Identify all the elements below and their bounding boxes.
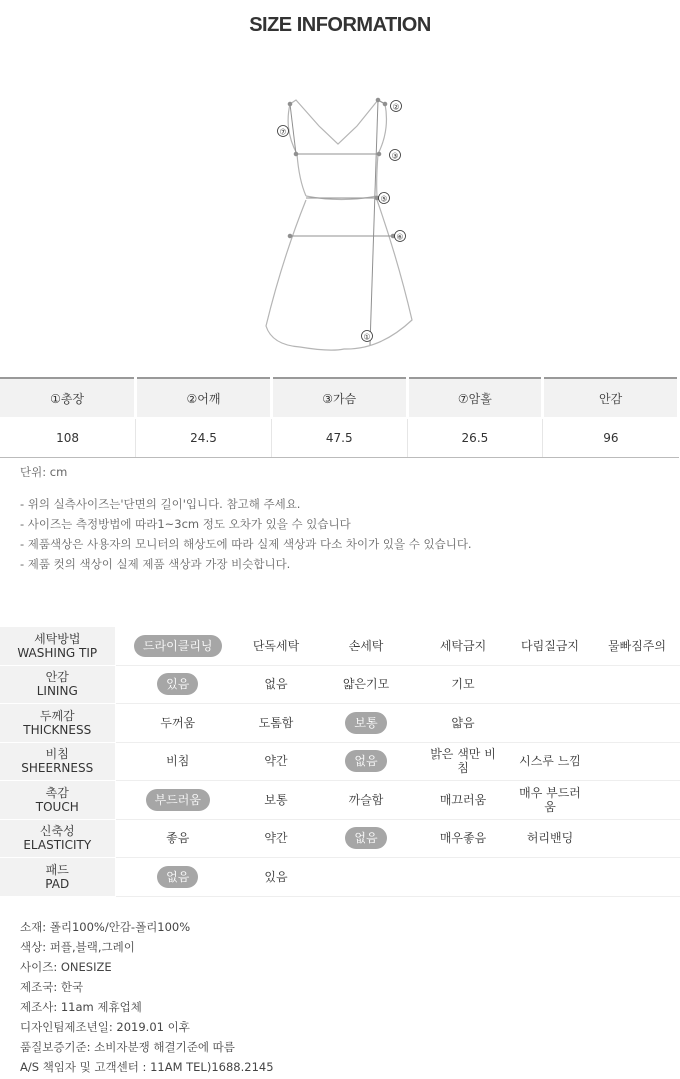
care-option-selected: 없음 bbox=[157, 866, 198, 888]
care-option: 물빠짐주의 bbox=[608, 638, 666, 653]
care-option-cell bbox=[420, 742, 506, 781]
care-option: 얇음 bbox=[451, 715, 475, 730]
care-option-cell bbox=[506, 819, 594, 858]
care-option: 두꺼움 bbox=[160, 715, 196, 730]
care-label-en: PAD bbox=[45, 876, 70, 891]
size-header-cell: 안감 bbox=[543, 378, 679, 418]
note-item: - 제품색상은 사용자의 모니터의 해상도에 따라 실제 색상과 다소 차이가 있을 수 있습니다. bbox=[20, 537, 472, 551]
care-option-cell bbox=[420, 781, 506, 820]
size-value-cell: 96 bbox=[543, 418, 679, 458]
care-option-cell bbox=[115, 704, 240, 743]
detail-quality-guarantee: 품질보증기준: 소비자분쟁 해결기준에 따름 bbox=[20, 1040, 235, 1054]
care-option-cell bbox=[240, 858, 312, 897]
marker-5: ⑤ bbox=[380, 194, 388, 204]
care-option-cell bbox=[115, 858, 240, 897]
detail-size: 사이즈: ONESIZE bbox=[20, 960, 112, 974]
care-option: 기모 bbox=[451, 677, 475, 692]
marker-2: ② bbox=[392, 102, 400, 112]
care-option-cell bbox=[420, 665, 506, 704]
care-row bbox=[0, 858, 680, 897]
size-value-cell: 26.5 bbox=[407, 418, 543, 458]
care-option-cell bbox=[312, 704, 420, 743]
care-label-ko: 촉감 bbox=[45, 785, 69, 800]
care-label-ko: 두께감 bbox=[39, 708, 75, 723]
care-option-selected: 드라이클리닝 bbox=[134, 635, 222, 657]
care-option-cell bbox=[506, 704, 594, 743]
care-row-label bbox=[0, 742, 115, 781]
page-title: SIZE INFORMATION bbox=[249, 14, 431, 36]
care-option-cell bbox=[115, 819, 240, 858]
care-option: 매우좋음 bbox=[439, 831, 487, 846]
care-row-label bbox=[0, 665, 115, 704]
product-details bbox=[20, 917, 274, 1077]
note-item: - 사이즈는 측정방법에 따라1~3cm 정도 오차가 있을 수 있습니다 bbox=[20, 517, 351, 531]
size-table bbox=[0, 377, 680, 458]
care-label-en: ELASTICITY bbox=[23, 838, 92, 853]
care-label-en: TOUCH bbox=[35, 799, 79, 814]
care-option: 보통 bbox=[264, 792, 288, 807]
care-label-ko: 세탁방법 bbox=[34, 631, 81, 646]
care-option-cell bbox=[312, 819, 420, 858]
care-option-cell bbox=[594, 704, 680, 743]
care-option-selected: 없음 bbox=[345, 750, 386, 772]
care-option-cell bbox=[312, 742, 420, 781]
care-option-cell bbox=[240, 704, 312, 743]
detail-color: 색상: 퍼플,블랙,그레이 bbox=[20, 940, 135, 954]
care-row-label bbox=[0, 858, 115, 897]
care-option: 매우 부드러움 bbox=[519, 785, 581, 814]
marker-1: ① bbox=[363, 332, 371, 342]
care-label-en: THICKNESS bbox=[23, 722, 92, 737]
care-option-cell bbox=[240, 819, 312, 858]
care-option: 있음 bbox=[264, 869, 288, 884]
care-label-en: SHEERNESS bbox=[21, 761, 94, 776]
care-option: 세탁금지 bbox=[439, 638, 487, 653]
care-option-cell bbox=[594, 742, 680, 781]
care-option: 단독세탁 bbox=[252, 638, 300, 653]
care-option: 도톰함 bbox=[258, 715, 294, 730]
care-option-cell bbox=[420, 858, 506, 897]
care-option-cell bbox=[115, 742, 240, 781]
care-row bbox=[0, 742, 680, 781]
care-label-ko: 신축성 bbox=[39, 824, 75, 839]
care-option-selected: 있음 bbox=[157, 673, 198, 695]
care-option-cell bbox=[420, 704, 506, 743]
care-guide-table bbox=[0, 627, 680, 897]
care-option-cell bbox=[240, 627, 312, 665]
size-header-cell: ③가슴 bbox=[271, 378, 407, 418]
care-option-cell bbox=[594, 665, 680, 704]
note-item: - 제품 컷의 색상이 실제 제품 색상과 가장 비슷합니다. bbox=[20, 557, 291, 571]
care-row bbox=[0, 819, 680, 858]
care-row bbox=[0, 665, 680, 704]
detail-manufacturer: 제조사: 11am 제휴업체 bbox=[20, 1000, 142, 1014]
note-list bbox=[20, 494, 472, 574]
care-option: 시스루 느낌 bbox=[519, 754, 581, 769]
care-row bbox=[0, 627, 680, 665]
care-label-ko: 패드 bbox=[45, 862, 69, 877]
dress-measurement-diagram bbox=[250, 90, 430, 360]
care-option-cell bbox=[240, 742, 312, 781]
care-label-ko: 안감 bbox=[45, 670, 69, 685]
care-option: 까슬함 bbox=[348, 792, 384, 807]
marker-3: ③ bbox=[391, 151, 399, 161]
care-option-cell bbox=[420, 819, 506, 858]
size-value-cell: 47.5 bbox=[271, 418, 407, 458]
care-option-cell bbox=[506, 665, 594, 704]
care-option: 좋음 bbox=[166, 831, 190, 846]
care-option: 밝은 색만 비침 bbox=[430, 747, 496, 776]
care-label-en: WASHING TIP bbox=[17, 645, 98, 660]
care-option: 없음 bbox=[264, 677, 288, 692]
size-table-header-row bbox=[0, 378, 679, 418]
care-option-cell bbox=[312, 665, 420, 704]
care-option-cell bbox=[115, 781, 240, 820]
care-option: 약간 bbox=[264, 831, 288, 846]
care-option-cell bbox=[240, 665, 312, 704]
detail-material: 소재: 폴리100%/안감-폴리100% bbox=[20, 920, 191, 934]
size-table-value-row bbox=[0, 418, 679, 458]
care-row-label bbox=[0, 627, 115, 665]
care-option-cell bbox=[312, 781, 420, 820]
care-option-cell bbox=[115, 665, 240, 704]
note-item: - 위의 실측사이즈는'단면의 길이'입니다. 참고해 주세요. bbox=[20, 497, 301, 511]
care-row bbox=[0, 781, 680, 820]
size-notes bbox=[20, 462, 472, 574]
unit-label: 단위: cm bbox=[20, 465, 68, 479]
size-header-cell: ⑦암홀 bbox=[407, 378, 543, 418]
detail-origin: 제조국: 한국 bbox=[20, 980, 84, 994]
care-option-cell bbox=[506, 742, 594, 781]
care-option-cell bbox=[240, 781, 312, 820]
care-label-ko: 비침 bbox=[45, 747, 69, 762]
size-header-cell: ①총장 bbox=[0, 378, 136, 418]
care-option-cell bbox=[312, 627, 420, 665]
detail-manufacture-date: 디자인팀제조년일: 2019.01 이후 bbox=[20, 1020, 190, 1034]
care-option-cell bbox=[420, 627, 506, 665]
care-option-cell bbox=[506, 781, 594, 820]
care-row-label bbox=[0, 704, 115, 743]
care-option-cell bbox=[506, 858, 594, 897]
care-option: 얇은기모 bbox=[342, 677, 390, 692]
care-label-en: LINING bbox=[36, 684, 78, 699]
size-value-cell: 24.5 bbox=[136, 418, 272, 458]
care-option-cell bbox=[594, 858, 680, 897]
care-option-selected: 없음 bbox=[345, 827, 386, 849]
care-option-selected: 보통 bbox=[345, 712, 386, 734]
marker-7: ⑦ bbox=[279, 127, 287, 137]
care-option-cell bbox=[312, 858, 420, 897]
care-option: 매끄러움 bbox=[439, 792, 487, 807]
care-option: 손세탁 bbox=[348, 638, 384, 653]
care-option-cell bbox=[115, 627, 240, 665]
care-option: 비침 bbox=[166, 754, 190, 769]
care-option-cell bbox=[506, 627, 594, 665]
care-option-cell bbox=[594, 781, 680, 820]
detail-as-contact: A/S 책임자 및 고객센터 : 11AM TEL)1688.2145 bbox=[20, 1060, 274, 1074]
size-value-cell: 108 bbox=[0, 418, 136, 458]
size-header-cell: ②어깨 bbox=[136, 378, 272, 418]
care-option: 다림질금지 bbox=[521, 638, 579, 653]
care-option: 약간 bbox=[264, 754, 288, 769]
care-row-label bbox=[0, 781, 115, 820]
care-option-cell bbox=[594, 819, 680, 858]
care-row bbox=[0, 704, 680, 743]
care-row-label bbox=[0, 819, 115, 858]
care-option: 허리밴딩 bbox=[526, 831, 574, 846]
care-option-selected: 부드러움 bbox=[146, 789, 210, 811]
marker-6: ⑥ bbox=[396, 232, 404, 242]
care-option-cell bbox=[594, 627, 680, 665]
